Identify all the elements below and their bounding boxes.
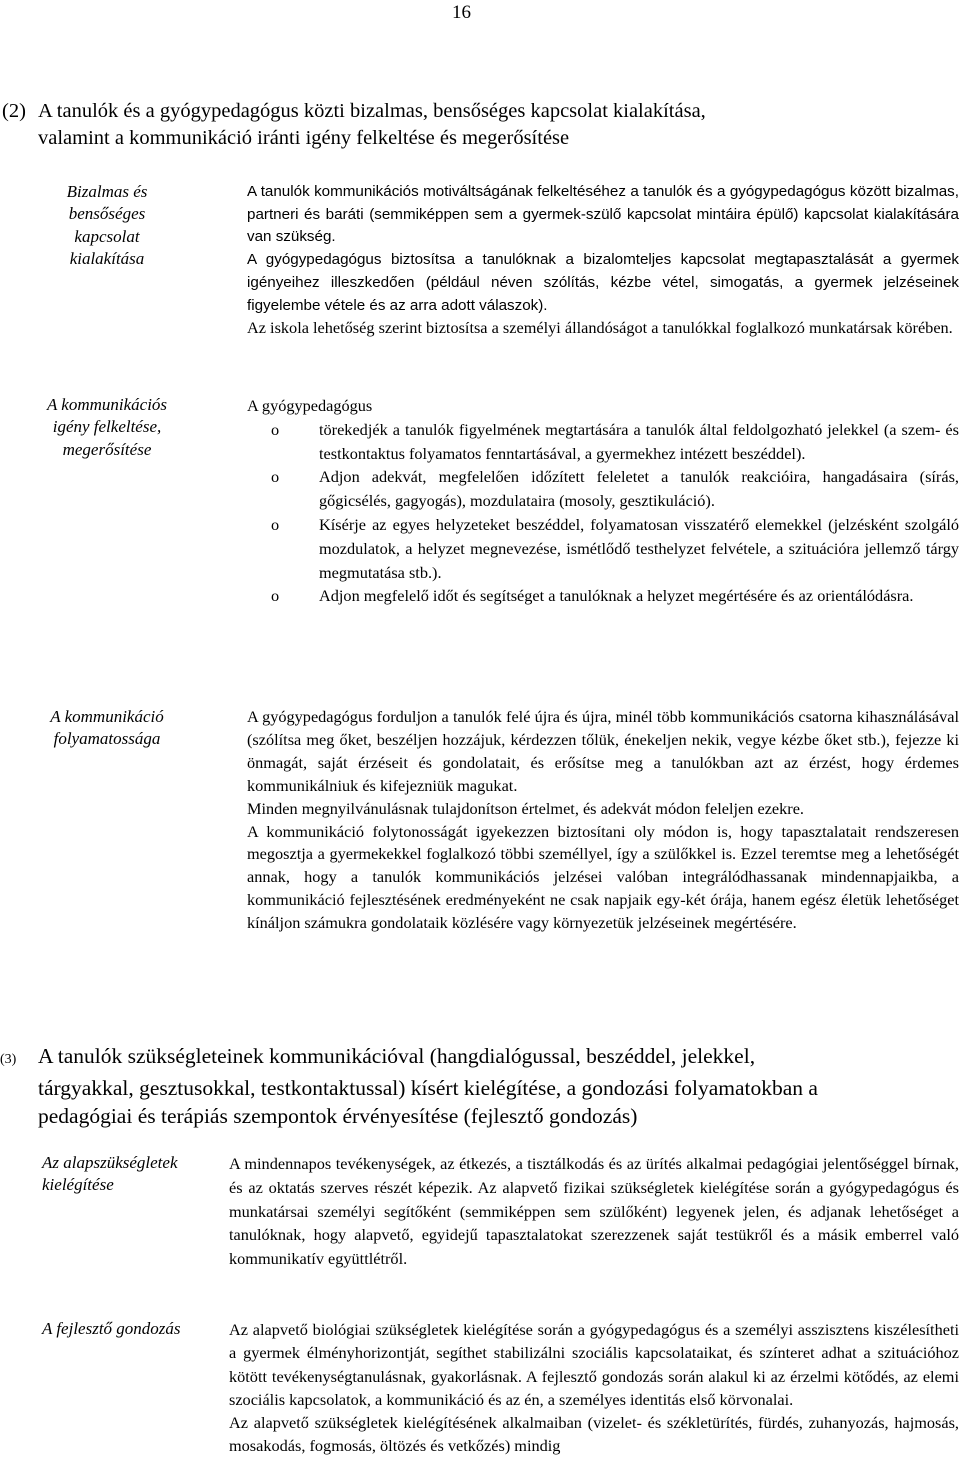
bullet-list (247, 418, 959, 608)
margin-label-trust (27, 181, 187, 270)
list-item (247, 584, 959, 608)
margin-label-line: kapcsolat (74, 226, 140, 246)
margin-label-line: folyamatossága (53, 729, 161, 749)
margin-label-continuity (27, 706, 187, 751)
margin-label-basic-needs (42, 1152, 227, 1197)
section-2-heading (2, 98, 942, 152)
bullet-marker: o (271, 514, 280, 534)
margin-label-communication-need (27, 394, 187, 461)
margin-label-line: megerősítése (62, 439, 152, 459)
list-item-text: Adjon adekvát, megfelelően időzített feleletet a tanulók reakcióira, hangadásaira (sírás, gőgicsélés, gagyogás), mozdulataira (mosoly, gesztikuláció). (319, 467, 959, 511)
margin-label-line: kialakítása (69, 248, 145, 268)
margin-label-line: Bizalmas és (66, 182, 148, 201)
paragraph: A kommunikáció folytonosságát igyekezzen biztosítani oly módon is, hogy tapasztalatait rendszeresen megosztja a gyermekekkel foglalkozó többi személlyel, így a szülőkkel is. Ezzel teremtse meg a lehetőségét annak, hogy a tanulók kommunikációs jelzései valóban integrálódhassanak mindennapjaikba, a kommunikáció fejlesztésének eredményeként ne csak napjaik egy-két órája, hanem egész életük lehetőséget kínáljon számukra gondolataik közlésére vagy környezetük jelzéseinek megértésére. (247, 821, 959, 933)
margin-label-line: Az alapszükségletek (42, 1153, 178, 1172)
margin-label-line: A fejlesztő gondozás (42, 1319, 181, 1338)
margin-label-developmental-care (42, 1318, 227, 1340)
heading-line: pedagógiai és terápiás szempontok érvényesítése (fejlesztő gondozás) (38, 1104, 638, 1128)
list-item-text: Adjon megfelelő időt és segítséget a tanulóknak a helyzet megértésére és az orientálódásra. (319, 586, 914, 606)
block-trust (247, 181, 959, 340)
page-number: 16 (452, 2, 471, 23)
bullet-marker: o (271, 586, 280, 606)
margin-label-line: bensőséges (68, 204, 146, 224)
list-item (247, 513, 959, 584)
bullet-marker: o (271, 419, 280, 439)
section-number: (3) (0, 1052, 17, 1067)
section-number: (2) (2, 100, 26, 122)
heading-line: A tanulók és a gyógypedagógus közti bizalmas, bensőséges kapcsolat kialakítása, (38, 100, 706, 122)
paragraph: A mindennapos tevékenységek, az étkezés, a tisztálkodás és az ürítés alkalmai pedagógiai jelentőséggel bírnak, és az oktatás szerves részét képezik. Az alapvető fizikai szükségletek kielégítése során a gyógypedagógus és munkatársai személyi segítőként (semmiképpen sem szülőként) legyenek jelen, és adjanak lehetőséget a tanulóknak, hogy alapvető, egyidejű tapasztalatokat szerezzenek saját testükről és a másik emberrel való kommunikatív együttlétről. (229, 1154, 959, 1269)
block-developmental-care (229, 1318, 959, 1458)
section-3-heading (0, 1042, 940, 1130)
heading-line: valamint a kommunikáció iránti igény felkeltése és megerősítése (38, 127, 570, 149)
paragraph: A tanulók kommunikációs motiváltságának felkeltéséhez a tanulók és a gyógypedagógus között bizalmas, partneri és baráti (semmiképpen sem a gyermek-szülő kapcsolat mintáira épülő) kapcsolat kialakítására van szükség. (247, 183, 959, 246)
margin-label-line: A kommunikációs (46, 395, 168, 414)
paragraph: Az iskola lehetőség szerint biztosítsa a személyi állandóságot a tanulókkal foglalkozó munkatársak körében. (247, 318, 953, 338)
list-item-text: Kísérje az egyes helyzeteket beszéddel, folyamatosan visszatérő elemekkel (jelzésként szolgáló mozdulatok, a helyzet megnevezése, ismétlődő testhelyzet felvétele, a szituációra jellemző tárgy megmutatása stb.). (319, 514, 959, 582)
block-continuity (247, 706, 959, 935)
list-item-text: törekedjék a tanulók figyelmének megtartására a tanulók által feldolgozható jelekkel (a szem- és testkontaktus folyamatos fenntartásával, a gyermekhez intézett beszéddel). (319, 419, 959, 463)
paragraph: A gyógypedagógus biztosítsa a tanulóknak a bizalomteljes kapcsolat megtapasztalását a gyermek igényeihez illeszkedően (például néven szólítás, kézbe vétel, simogatás, a gyermek jelzéseinek figyelembe vétele és az arra adott válaszok). (247, 251, 959, 314)
margin-label-line: igény felkeltése, (52, 417, 162, 437)
paragraph: Az alapvető szükségletek kielégítésének alkalmaiban (vizelet- és székletürítés, fürdés, zuhanyozás, hajmosás, mosakodás, fogmosás, öltözés és vetkőzés) mindig (229, 1413, 959, 1456)
block-basic-needs (229, 1152, 959, 1271)
paragraph: A gyógypedagógus (247, 396, 373, 415)
paragraph: A gyógypedagógus forduljon a tanulók felé újra és újra, minél több kommunikációs csatorna kihasználásával (szólítsa meg őket, beszéljen hozzájuk, kérdezzen tőlük, énekeljen nekik, vegye kézbe őket stb.), fejezze ki önmagát, saját érzéseit és gondolatait, és erősítse meg a tanulókban azt az érzést, hogy érdemes kommunikálniuk és kifejezniük magukat. (247, 707, 959, 795)
heading-line: A tanulók szükségleteinek kommunikációval (hangdialógussal, beszéddel, jelekkel, (38, 1044, 756, 1068)
list-item (247, 418, 959, 466)
bullet-marker: o (271, 467, 280, 487)
block-communication-need (247, 394, 959, 608)
margin-label-line: A kommunikáció (50, 707, 164, 726)
paragraph: Minden megnyilvánulásnak tulajdonítson értelmet, és adekvát módon feleljen ezekre. (247, 798, 805, 818)
paragraph: Az alapvető biológiai szükségletek kielégítése során a gyógypedagógus és a személyi asszisztens kiszélesítheti a gyermek élményhorizontját, segíthet stabilizálni szociális kapcsolataikat, és színteret adhat a szituációhoz kötött tevékenységtanulásnak, gyakorlásnak. A fejlesztő gondozás során alakul ki az érzelmi kötődés, az elemi szociális kapcsolatok, a kommunikáció és az én, a személyes identitás első körvonalai. (229, 1320, 959, 1409)
list-item (247, 465, 959, 513)
heading-line: tárgyakkal, gesztusokkal, testkontaktussal) kísért kielégítése, a gondozási folyamatokban a (38, 1076, 818, 1100)
margin-label-line: kielégítése (42, 1175, 114, 1195)
